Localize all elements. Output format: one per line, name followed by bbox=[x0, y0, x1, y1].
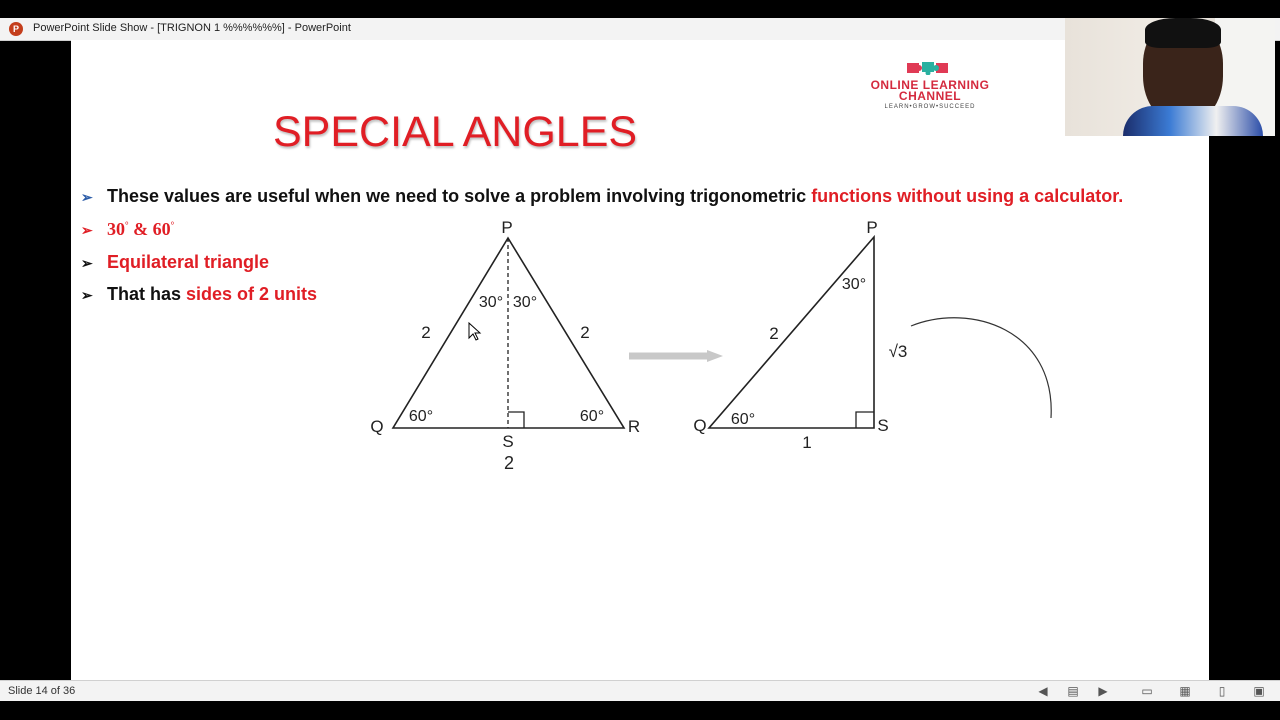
vertical-side-label: √3 bbox=[888, 342, 908, 361]
window-title: PowerPoint Slide Show - [TRIGNON 1 %%%%%%] - PowerPoint bbox=[33, 22, 351, 34]
base-label: 1 bbox=[802, 433, 812, 452]
bullet-1-highlight: functions without using a calculator. bbox=[811, 186, 1124, 206]
angle-q: 60° bbox=[730, 411, 756, 428]
mouse-pointer-icon bbox=[469, 323, 480, 340]
presenter-hair bbox=[1145, 18, 1221, 48]
bullet-4-text: That has bbox=[107, 284, 187, 304]
previous-slide-icon[interactable]: ◀ bbox=[1038, 684, 1048, 698]
slide-sorter-icon[interactable]: ▦ bbox=[1179, 684, 1191, 698]
presenter-shirt bbox=[1123, 106, 1263, 136]
vertex-s: S bbox=[502, 432, 514, 451]
angle-top-left: 30° bbox=[478, 294, 504, 311]
vertex-s: S bbox=[877, 416, 889, 435]
reading-view-icon[interactable]: ▯ bbox=[1218, 684, 1226, 698]
arrow-bullet-icon: ➢ bbox=[81, 287, 93, 303]
vertex-p: P bbox=[501, 218, 513, 237]
vertex-q: Q bbox=[693, 416, 707, 435]
degree-sign: ° bbox=[170, 220, 175, 230]
right-triangle-outline bbox=[709, 237, 874, 428]
bullet-2-a: 30 bbox=[107, 219, 125, 239]
ink-annotation-arc bbox=[911, 318, 1051, 418]
vertex-q: Q bbox=[370, 417, 384, 436]
slide-canvas[interactable] bbox=[71, 40, 1209, 680]
bullet-1-text: These values are useful when we need to solve a problem involving trigonometric bbox=[107, 186, 812, 206]
vertex-p: P bbox=[866, 218, 878, 237]
arrow-bullet-icon: ➢ bbox=[81, 189, 93, 205]
transform-arrow-icon bbox=[629, 350, 723, 362]
powerpoint-icon: P bbox=[9, 22, 23, 36]
slide-title: SPECIAL ANGLES bbox=[273, 108, 638, 156]
bullet-3-text: Equilateral triangle bbox=[107, 252, 270, 272]
angle-top-right: 30° bbox=[512, 294, 538, 311]
vertex-r: R bbox=[627, 417, 641, 436]
degree-sign: ° bbox=[125, 220, 129, 230]
side-left-label: 2 bbox=[421, 323, 431, 342]
angle-r: 60° bbox=[579, 408, 605, 425]
right-angle-mark bbox=[856, 412, 874, 428]
right-triangle bbox=[693, 218, 907, 452]
hypotenuse-label: 2 bbox=[769, 324, 779, 343]
angle-p: 30° bbox=[841, 276, 867, 293]
logo-text-line2: CHANNEL bbox=[898, 89, 962, 103]
next-slide-icon[interactable]: ▶ bbox=[1098, 684, 1108, 698]
arrow-bullet-icon: ➢ bbox=[81, 255, 93, 271]
bullet-4-highlight: sides of 2 units bbox=[186, 284, 318, 304]
equilateral-triangle bbox=[370, 218, 640, 473]
angle-q: 60° bbox=[408, 408, 434, 425]
slideshow-view-icon[interactable]: ▣ bbox=[1253, 684, 1265, 698]
slide-menu-icon[interactable]: ▤ bbox=[1067, 684, 1079, 698]
right-angle-mark bbox=[508, 412, 524, 428]
base-label: 2 bbox=[503, 453, 515, 473]
status-bar bbox=[0, 680, 1280, 701]
logo-text-line1: ONLINE LEARNING bbox=[870, 78, 990, 92]
normal-view-icon[interactable]: ▭ bbox=[1141, 684, 1153, 698]
bullet-2-mid: & 60 bbox=[128, 219, 171, 239]
logo-tagline: LEARN•GROW•SUCCEED bbox=[884, 104, 976, 110]
side-right-label: 2 bbox=[580, 323, 590, 342]
slide-counter: Slide 14 of 36 bbox=[8, 685, 76, 697]
triangles-diagram bbox=[71, 40, 1209, 680]
presenter-webcam bbox=[1065, 18, 1275, 136]
arrow-bullet-icon: ➢ bbox=[81, 222, 93, 238]
